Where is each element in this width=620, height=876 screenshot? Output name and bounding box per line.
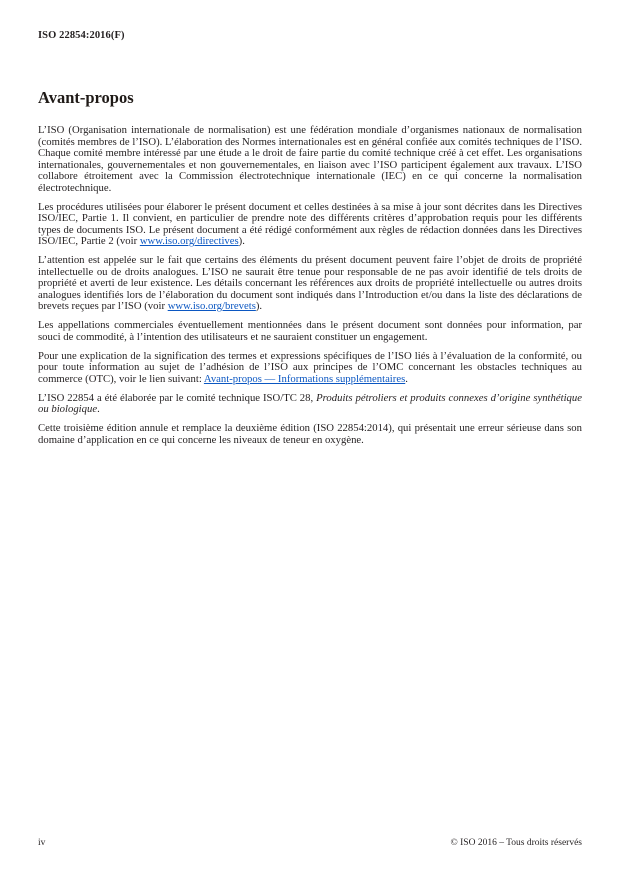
paragraph-text: Les appellations commerciales éventuellement mentionnées dans le présent document sont données pour information, par souci de commodité, à l’intention des utilisateurs et ne sauraient constituer un engagement. xyxy=(38,319,582,343)
paragraph-text: ). xyxy=(255,300,263,312)
paragraph-trade-names xyxy=(38,320,582,343)
paragraph-text: Pour une explication de la signification des termes et expressions spécifiques de l’ISO liés à l’évaluation de la conformité, ou pour toute information au sujet de l’adhésion de l’ISO aux principes de l’OMC concernant les obstacles techniques au commerce (OTC), voir le lien suivant: xyxy=(38,349,582,385)
page-number: iv xyxy=(38,838,46,848)
paragraph-text: Cette troisième édition annule et remplace la deuxième édition (ISO 22854:2014), qui présentait une erreur sérieuse dans son domaine d’application en ce qui concerne les niveaux de teneur en oxygène. xyxy=(38,422,582,446)
paragraph-iso-federation xyxy=(38,125,582,194)
paragraph-conformity xyxy=(38,351,582,386)
paragraph-text: . xyxy=(405,372,408,385)
paragraph-text: L’ISO (Organisation internationale de normalisation) est une fédération mondiale d’organismes nationaux de normalisation (comités membres de l’ISO). L’élaboration des Normes internationales est en général confiée aux comités techniques de l’ISO. Chaque comité membre intéressé par une étude a le droit de faire partie du comité technique créé à cet effet. Les organisations internationales, gouvernementales et non gouvernementales, en liaison avec l’ISO participent également aux travaux. L’ISO collabore étroitement avec la Commission électrotechnique internationale (IEC) en ce qui concerne la normalisation électrotechnique. xyxy=(38,124,582,194)
document-body xyxy=(38,125,582,446)
page-footer xyxy=(38,838,582,848)
paragraph-patent-rights xyxy=(38,255,582,313)
paragraph-text: L’attention est appelée sur le fait que certains des éléments du présent document peuvent faire l’objet de droits de propriété intellectuelle ou de droits analogues. L’ISO ne saurait être tenue pour responsable de ne pas avoir identifié de tels droits de propriété et averti de leur existence. Les détails concernant les références aux droits de propriété intellectuelle ou autres droits analogues identifiés lors de l’élaboration du document sont indiqués dans l’Introduction et/ou dans la liste des déclarations de brevets reçues par l’ISO (voir xyxy=(38,254,582,312)
paragraph-edition-note xyxy=(38,423,582,446)
committee-title-italic: Produits pétroliers et produits connexes d’origine synthétique ou biologique xyxy=(38,391,582,415)
paragraph-procedures xyxy=(38,202,582,248)
paragraph-text: Les procédures utilisées pour élaborer le présent document et celles destinées à sa mise à jour sont décrites dans les Directives ISO/IEC, Partie 1. Il convient, en particulier de prendre note des différents critères d’approbation requis pour les différents types de documents ISO. Le présent document a été rédigé conformément aux règles de rédaction données dans les Directives ISO/IEC, Partie 2 (voir xyxy=(38,200,582,247)
copyright-notice: © ISO 2016 – Tous droits réservés xyxy=(450,838,582,848)
paragraph-text: . xyxy=(97,403,100,415)
section-title-avant-propos: Avant-propos xyxy=(38,88,134,107)
paragraph-committee xyxy=(38,393,582,416)
doc-reference: ISO 22854:2016(F) xyxy=(38,30,125,41)
paragraph-text: ). xyxy=(238,235,245,247)
paragraph-text: L’ISO 22854 a été élaborée par le comité technique ISO/TC 28, xyxy=(38,391,317,404)
link-iso-brevets[interactable]: www.iso.org/brevets xyxy=(167,300,256,312)
link-avant-propos-informations[interactable]: Avant-propos — Informations supplémentaires xyxy=(203,372,406,385)
link-iso-directives[interactable]: www.iso.org/directives xyxy=(139,235,239,247)
